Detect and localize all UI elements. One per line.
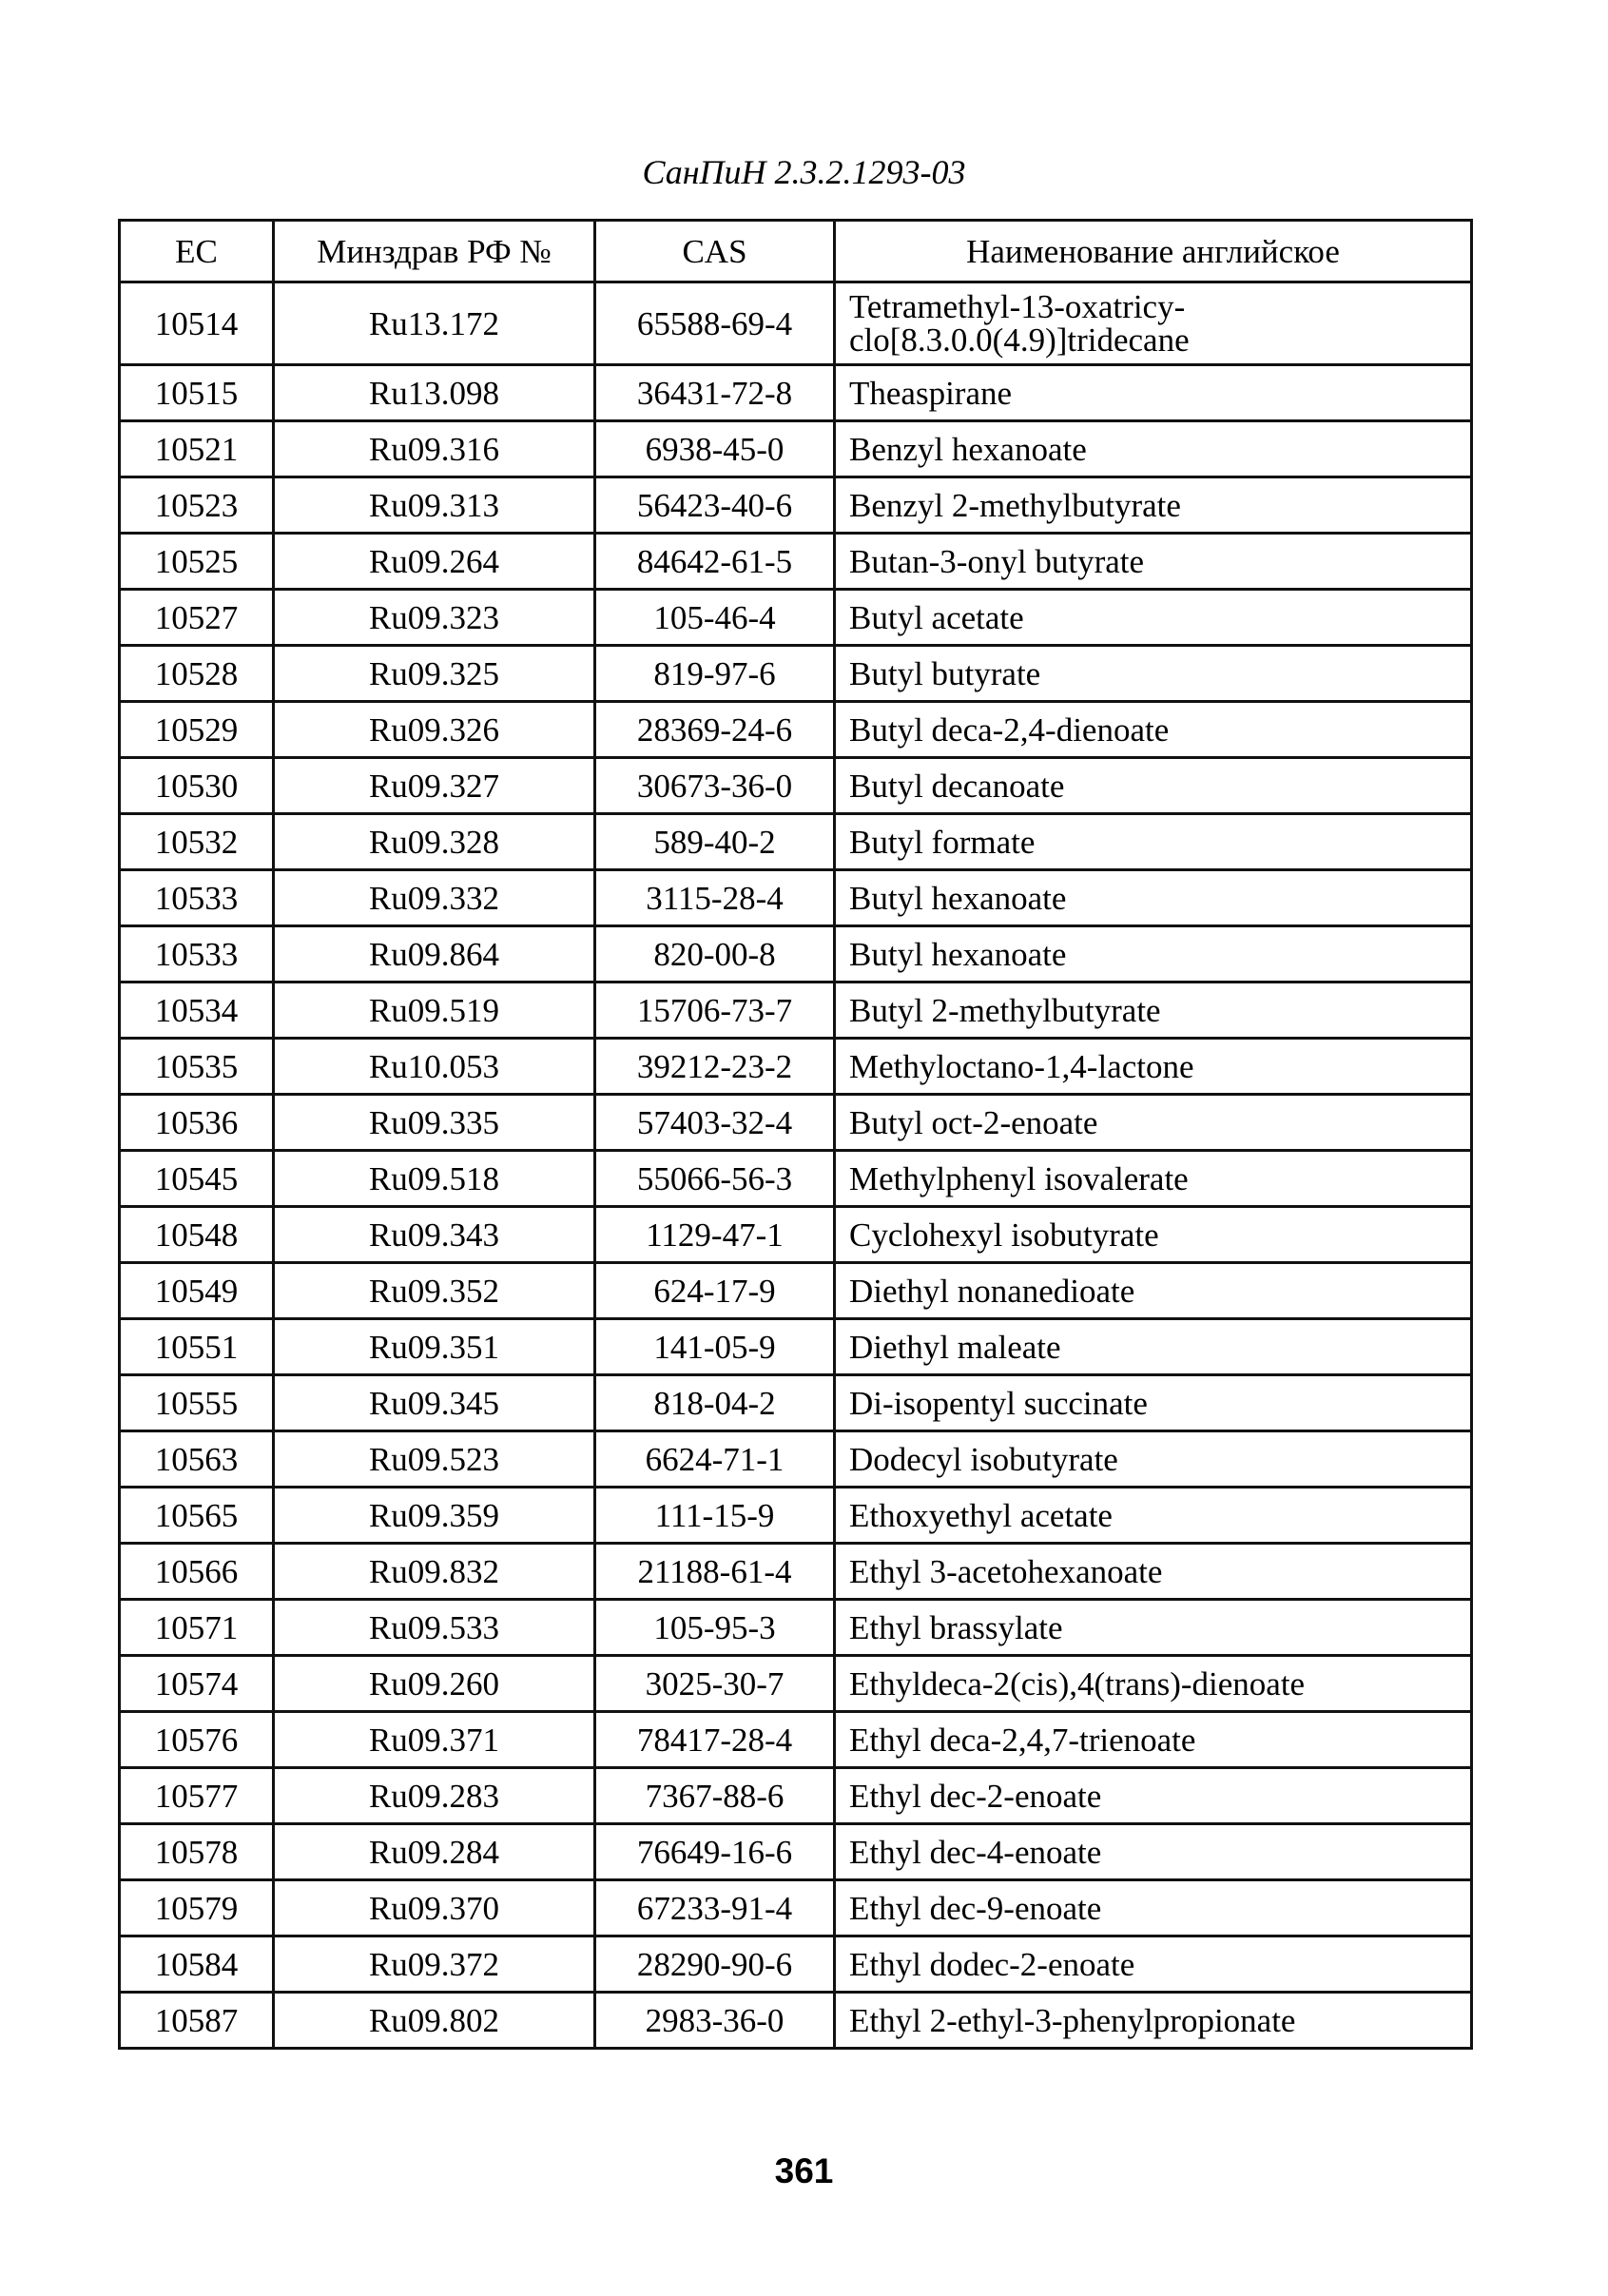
cell-ec: 10536: [120, 1095, 274, 1151]
table-header-row: [120, 221, 1472, 282]
table-row: [120, 1431, 1472, 1488]
cell-english-name: Dodecyl isobutyrate: [835, 1431, 1472, 1488]
cell-cas-number: 3025-30-7: [595, 1656, 835, 1712]
cell-english-name: Butyl decanoate: [835, 758, 1472, 814]
cell-english-name: Cyclohexyl isobutyrate: [835, 1207, 1472, 1263]
cell-minzdrav-number: Ru09.352: [274, 1263, 595, 1319]
cell-cas-number: 7367-88-6: [595, 1768, 835, 1824]
cell-cas-number: 21188-61-4: [595, 1544, 835, 1600]
cell-ec: 10532: [120, 814, 274, 870]
cell-english-name: Benzyl 2-methylbutyrate: [835, 477, 1472, 534]
cell-minzdrav-number: Ru09.370: [274, 1880, 595, 1936]
cell-english-name: Butyl hexanoate: [835, 926, 1472, 983]
cell-ec: 10535: [120, 1039, 274, 1095]
cell-minzdrav-number: Ru09.372: [274, 1936, 595, 1993]
cell-english-name: Ethyl brassylate: [835, 1600, 1472, 1656]
table-row: [120, 983, 1472, 1039]
table-row: [120, 926, 1472, 983]
substances-table: [118, 219, 1473, 2050]
cell-cas-number: 819-97-6: [595, 646, 835, 702]
cell-cas-number: 28290-90-6: [595, 1936, 835, 1993]
cell-cas-number: 57403-32-4: [595, 1095, 835, 1151]
table-row: [120, 477, 1472, 534]
cell-minzdrav-number: Ru09.802: [274, 1993, 595, 2049]
page-number: 361: [774, 2151, 834, 2190]
cell-ec: 10566: [120, 1544, 274, 1600]
cell-english-name: Butyl 2-methylbutyrate: [835, 983, 1472, 1039]
cell-ec: 10548: [120, 1207, 274, 1263]
table-row: [120, 1263, 1472, 1319]
cell-ec: 10576: [120, 1712, 274, 1768]
table-row: [120, 1375, 1472, 1431]
column-header-english-name: Наименование английское: [835, 221, 1472, 282]
cell-english-name: Butyl acetate: [835, 590, 1472, 646]
cell-cas-number: 78417-28-4: [595, 1712, 835, 1768]
cell-ec: 10528: [120, 646, 274, 702]
cell-ec: 10571: [120, 1600, 274, 1656]
cell-minzdrav-number: Ru09.284: [274, 1824, 595, 1880]
cell-ec: 10587: [120, 1993, 274, 2049]
cell-english-name: Butyl formate: [835, 814, 1472, 870]
table-body: [120, 282, 1472, 2049]
cell-english-name: Methyloctano-1,4-lactone: [835, 1039, 1472, 1095]
table-row: [120, 1993, 1472, 2049]
cell-english-name: Ethyl deca-2,4,7-trienoate: [835, 1712, 1472, 1768]
cell-minzdrav-number: Ru09.343: [274, 1207, 595, 1263]
table-row: [120, 1151, 1472, 1207]
cell-ec: 10514: [120, 282, 274, 365]
cell-minzdrav-number: Ru09.325: [274, 646, 595, 702]
cell-ec: 10515: [120, 365, 274, 421]
cell-minzdrav-number: Ru09.283: [274, 1768, 595, 1824]
cell-minzdrav-number: Ru09.345: [274, 1375, 595, 1431]
cell-minzdrav-number: Ru09.327: [274, 758, 595, 814]
cell-english-name: Butyl oct-2-enoate: [835, 1095, 1472, 1151]
cell-minzdrav-number: Ru09.260: [274, 1656, 595, 1712]
cell-ec: 10579: [120, 1880, 274, 1936]
cell-cas-number: 39212-23-2: [595, 1039, 835, 1095]
cell-ec: 10527: [120, 590, 274, 646]
table-row: [120, 1207, 1472, 1263]
table-row: [120, 1544, 1472, 1600]
cell-english-name: Theaspirane: [835, 365, 1472, 421]
cell-cas-number: 6624-71-1: [595, 1431, 835, 1488]
cell-cas-number: 36431-72-8: [595, 365, 835, 421]
table-row: [120, 1768, 1472, 1824]
table-row: [120, 1656, 1472, 1712]
cell-minzdrav-number: Ru09.332: [274, 870, 595, 926]
cell-ec: 10565: [120, 1488, 274, 1544]
cell-cas-number: 141-05-9: [595, 1319, 835, 1375]
cell-ec: 10534: [120, 983, 274, 1039]
cell-english-name: Ethyl dec-9-enoate: [835, 1880, 1472, 1936]
table-row: [120, 1095, 1472, 1151]
cell-cas-number: 65588-69-4: [595, 282, 835, 365]
cell-ec: 10555: [120, 1375, 274, 1431]
cell-ec: 10523: [120, 477, 274, 534]
cell-minzdrav-number: Ru09.519: [274, 983, 595, 1039]
cell-ec: 10551: [120, 1319, 274, 1375]
cell-minzdrav-number: Ru09.328: [274, 814, 595, 870]
cell-english-name: Butyl butyrate: [835, 646, 1472, 702]
cell-cas-number: 6938-45-0: [595, 421, 835, 477]
table-row: [120, 534, 1472, 590]
table-row: [120, 590, 1472, 646]
cell-ec: 10574: [120, 1656, 274, 1712]
cell-english-name: Ethoxyethyl acetate: [835, 1488, 1472, 1544]
table-row: [120, 421, 1472, 477]
table-row: [120, 282, 1472, 365]
cell-cas-number: 3115-28-4: [595, 870, 835, 926]
cell-english-name: Benzyl hexanoate: [835, 421, 1472, 477]
cell-ec: 10533: [120, 926, 274, 983]
table-row: [120, 1880, 1472, 1936]
cell-minzdrav-number: Ru09.335: [274, 1095, 595, 1151]
cell-minzdrav-number: Ru09.323: [274, 590, 595, 646]
table-row: [120, 1936, 1472, 1993]
running-header: СанПиН 2.3.2.1293-03: [642, 153, 966, 191]
cell-ec: 10545: [120, 1151, 274, 1207]
table-row: [120, 365, 1472, 421]
column-header-minzdrav: Минздрав РФ №: [274, 221, 595, 282]
cell-english-name: Ethyl dec-2-enoate: [835, 1768, 1472, 1824]
table-row: [120, 1319, 1472, 1375]
column-header-ec: EC: [120, 221, 274, 282]
cell-english-name: Methylphenyl isovalerate: [835, 1151, 1472, 1207]
cell-minzdrav-number: Ru09.523: [274, 1431, 595, 1488]
cell-cas-number: 28369-24-6: [595, 702, 835, 758]
cell-cas-number: 589-40-2: [595, 814, 835, 870]
cell-cas-number: 56423-40-6: [595, 477, 835, 534]
cell-english-name: Butyl deca-2,4-dienoate: [835, 702, 1472, 758]
cell-cas-number: 105-95-3: [595, 1600, 835, 1656]
cell-english-name: Ethyldeca-2(cis),4(trans)-dienoate: [835, 1656, 1472, 1712]
cell-cas-number: 820-00-8: [595, 926, 835, 983]
cell-cas-number: 105-46-4: [595, 590, 835, 646]
cell-ec: 10584: [120, 1936, 274, 1993]
cell-minzdrav-number: Ru09.832: [274, 1544, 595, 1600]
cell-minzdrav-number: Ru09.326: [274, 702, 595, 758]
cell-english-name: Ethyl 2-ethyl-3-phenylpropionate: [835, 1993, 1472, 2049]
cell-minzdrav-number: Ru09.371: [274, 1712, 595, 1768]
table-row: [120, 1824, 1472, 1880]
cell-minzdrav-number: Ru09.864: [274, 926, 595, 983]
table-row: [120, 1488, 1472, 1544]
cell-ec: 10521: [120, 421, 274, 477]
cell-minzdrav-number: Ru09.351: [274, 1319, 595, 1375]
cell-cas-number: 111-15-9: [595, 1488, 835, 1544]
table-row: [120, 758, 1472, 814]
column-header-cas: CAS: [595, 221, 835, 282]
cell-minzdrav-number: Ru09.264: [274, 534, 595, 590]
cell-english-name: Ethyl dec-4-enoate: [835, 1824, 1472, 1880]
cell-ec: 10578: [120, 1824, 274, 1880]
cell-ec: 10533: [120, 870, 274, 926]
cell-english-name: Di-isopentyl succinate: [835, 1375, 1472, 1431]
cell-english-name: Ethyl dodec-2-enoate: [835, 1936, 1472, 1993]
table-row: [120, 1039, 1472, 1095]
table-row: [120, 814, 1472, 870]
cell-cas-number: 30673-36-0: [595, 758, 835, 814]
cell-english-name: Ethyl 3-acetohexanoate: [835, 1544, 1472, 1600]
cell-ec: 10549: [120, 1263, 274, 1319]
cell-cas-number: 55066-56-3: [595, 1151, 835, 1207]
cell-ec: 10563: [120, 1431, 274, 1488]
cell-ec: 10525: [120, 534, 274, 590]
cell-cas-number: 2983-36-0: [595, 1993, 835, 2049]
cell-english-name: Butyl hexanoate: [835, 870, 1472, 926]
cell-cas-number: 84642-61-5: [595, 534, 835, 590]
cell-english-name: Tetramethyl-13-oxatricy-clo[8.3.0.0(4.9)]tridecane: [835, 282, 1472, 365]
cell-cas-number: 1129-47-1: [595, 1207, 835, 1263]
table-row: [120, 702, 1472, 758]
table-row: [120, 870, 1472, 926]
cell-ec: 10529: [120, 702, 274, 758]
cell-ec: 10530: [120, 758, 274, 814]
table-row: [120, 1712, 1472, 1768]
cell-ec: 10577: [120, 1768, 274, 1824]
cell-minzdrav-number: Ru09.313: [274, 477, 595, 534]
cell-cas-number: 624-17-9: [595, 1263, 835, 1319]
cell-minzdrav-number: Ru09.316: [274, 421, 595, 477]
cell-minzdrav-number: Ru09.359: [274, 1488, 595, 1544]
cell-english-name: Diethyl nonanedioate: [835, 1263, 1472, 1319]
cell-minzdrav-number: Ru13.098: [274, 365, 595, 421]
cell-cas-number: 76649-16-6: [595, 1824, 835, 1880]
table-row: [120, 1600, 1472, 1656]
cell-minzdrav-number: Ru10.053: [274, 1039, 595, 1095]
cell-english-name: Butan-3-onyl butyrate: [835, 534, 1472, 590]
cell-minzdrav-number: Ru13.172: [274, 282, 595, 365]
cell-cas-number: 67233-91-4: [595, 1880, 835, 1936]
cell-english-name: Diethyl maleate: [835, 1319, 1472, 1375]
cell-cas-number: 818-04-2: [595, 1375, 835, 1431]
cell-minzdrav-number: Ru09.533: [274, 1600, 595, 1656]
table-row: [120, 646, 1472, 702]
cell-minzdrav-number: Ru09.518: [274, 1151, 595, 1207]
cell-cas-number: 15706-73-7: [595, 983, 835, 1039]
